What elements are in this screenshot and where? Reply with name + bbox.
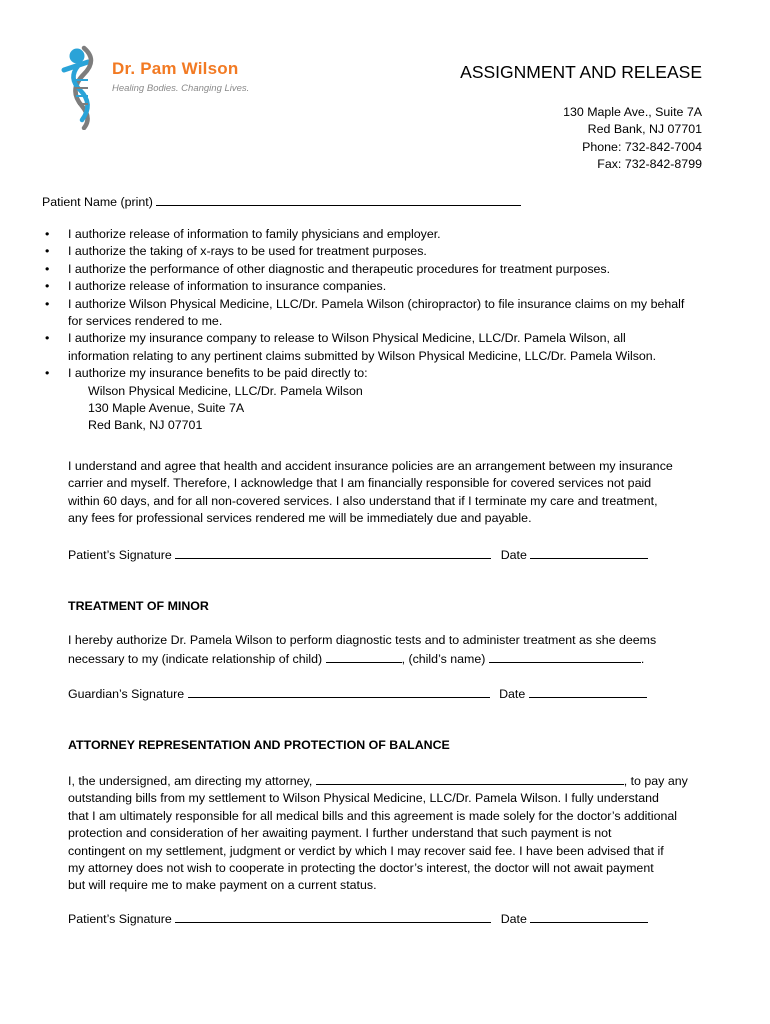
bullet-icon: • <box>45 261 50 276</box>
bullet-icon: • <box>45 366 50 381</box>
phone-line: Phone: 732-842-7004 <box>582 139 702 154</box>
date-label: Date <box>500 548 527 562</box>
authorization-list <box>0 226 770 435</box>
signature-label: Patient’s Signature <box>68 912 172 926</box>
section-heading-minor: TREATMENT OF MINOR <box>68 599 209 613</box>
list-item: • I authorize release of information to insurance companies. <box>0 278 770 295</box>
list-item: • I authorize the taking of x-rays to be used for treatment purposes. <box>0 243 770 260</box>
brand-name: Dr. Pam Wilson <box>112 59 239 78</box>
date-field[interactable] <box>530 909 648 923</box>
agreement-paragraph: I understand and agree that health and accident insurance policies are an arrangement between my insurance carrier and myself. Therefore, I acknowledge that I am financially responsible for covered services not paid within 60 days, and for all non-covered services. I also understand that if I terminate my care and treatment, any fees for professional services rendered me will be immediately due and payable. <box>68 459 673 526</box>
bullet-icon: • <box>45 279 50 294</box>
list-item: • I authorize my insurance company to release to Wilson Physical Medicine, LLC/Dr. Pamela Wilson, all information relating to any pertinent claims submitted by Wilson Physical Medicine, LLC/Dr. Pamela Wilson. <box>45 331 657 363</box>
address-line: 130 Maple Ave., Suite 7A <box>563 105 702 119</box>
date-label: Date <box>500 912 527 926</box>
guardian-signature-row <box>68 684 647 703</box>
payee-line: 130 Maple Avenue, Suite 7A <box>88 401 245 416</box>
patient-name-label: Patient Name (print) <box>42 195 153 209</box>
address-line: Red Bank, NJ 07701 <box>587 122 702 137</box>
patient-name-row <box>42 192 521 211</box>
bullet-icon: • <box>45 244 50 259</box>
practice-address <box>563 104 702 174</box>
child-name-field[interactable] <box>489 649 641 663</box>
patient-signature-row <box>68 545 648 564</box>
list-item: • I authorize Wilson Physical Medicine, LLC/Dr. Pamela Wilson (chiropractor) to file insurance claims on my behalf for services rendered to me. <box>45 296 685 329</box>
fax-line: Fax: 732-842-8799 <box>597 157 702 172</box>
list-item: • I authorize the performance of other diagnostic and therapeutic procedures for treatment purposes. <box>0 261 770 278</box>
payee-line: Wilson Physical Medicine, LLC/Dr. Pamela Wilson <box>88 383 363 398</box>
guardian-signature-label: Guardian’s Signature <box>68 687 185 701</box>
page-title: ASSIGNMENT AND RELEASE <box>460 62 702 82</box>
date-label: Date <box>499 687 526 701</box>
minor-paragraph: I hereby authorize Dr. Pamela Wilson to perform diagnostic tests and to administer treatment as she deems necessary to my (indicate relationship of child) , (child’s name) . <box>68 633 657 667</box>
patient-signature-field[interactable] <box>175 545 491 559</box>
patient-signature-field[interactable] <box>175 909 491 923</box>
patient-signature-row <box>68 909 648 928</box>
bullet-icon: • <box>45 296 50 311</box>
list-item: • I authorize my insurance benefits to be paid directly to: Wilson Physical Medicine, LLC/Dr. Pamela Wilson 130 Maple Avenue, Suite 7A Red Bank, NJ 07701 <box>0 365 770 435</box>
brand-tagline: Healing Bodies. Changing Lives. <box>112 83 250 94</box>
signature-label: Patient’s Signature <box>68 548 172 562</box>
bullet-icon: • <box>45 227 50 241</box>
payee-line: Red Bank, NJ 07701 <box>88 418 203 433</box>
list-item: • I authorize release of information to family physicians and employer. <box>0 226 770 243</box>
bullet-icon: • <box>45 331 50 346</box>
relationship-field[interactable] <box>326 649 402 663</box>
attorney-paragraph: I, the undersigned, am directing my attorney, , to pay any outstanding bills from my settlement to Wilson Physical Medicine, LLC/Dr. Pamela Wilson. I fully understand that I am ultimately responsible for all medical bills and this agreement is made solely for the doctor’s additional protection and consideration of her awaiting payment. I further understand that such payment is not contingent on my settlement, judgment or verdict by which I may recover said fee. I have been advised that if my attorney does not wish to cooperate in protecting the doctor’s interest, the doctor will not await payment but will require me to make payment on a current status. <box>68 771 708 895</box>
date-field[interactable] <box>529 684 647 698</box>
patient-name-field[interactable] <box>156 192 521 206</box>
guardian-signature-field[interactable] <box>188 684 490 698</box>
section-heading-attorney: ATTORNEY REPRESENTATION AND PROTECTION OF BALANCE <box>68 738 450 752</box>
attorney-name-field[interactable] <box>316 771 624 785</box>
date-field[interactable] <box>530 545 648 559</box>
